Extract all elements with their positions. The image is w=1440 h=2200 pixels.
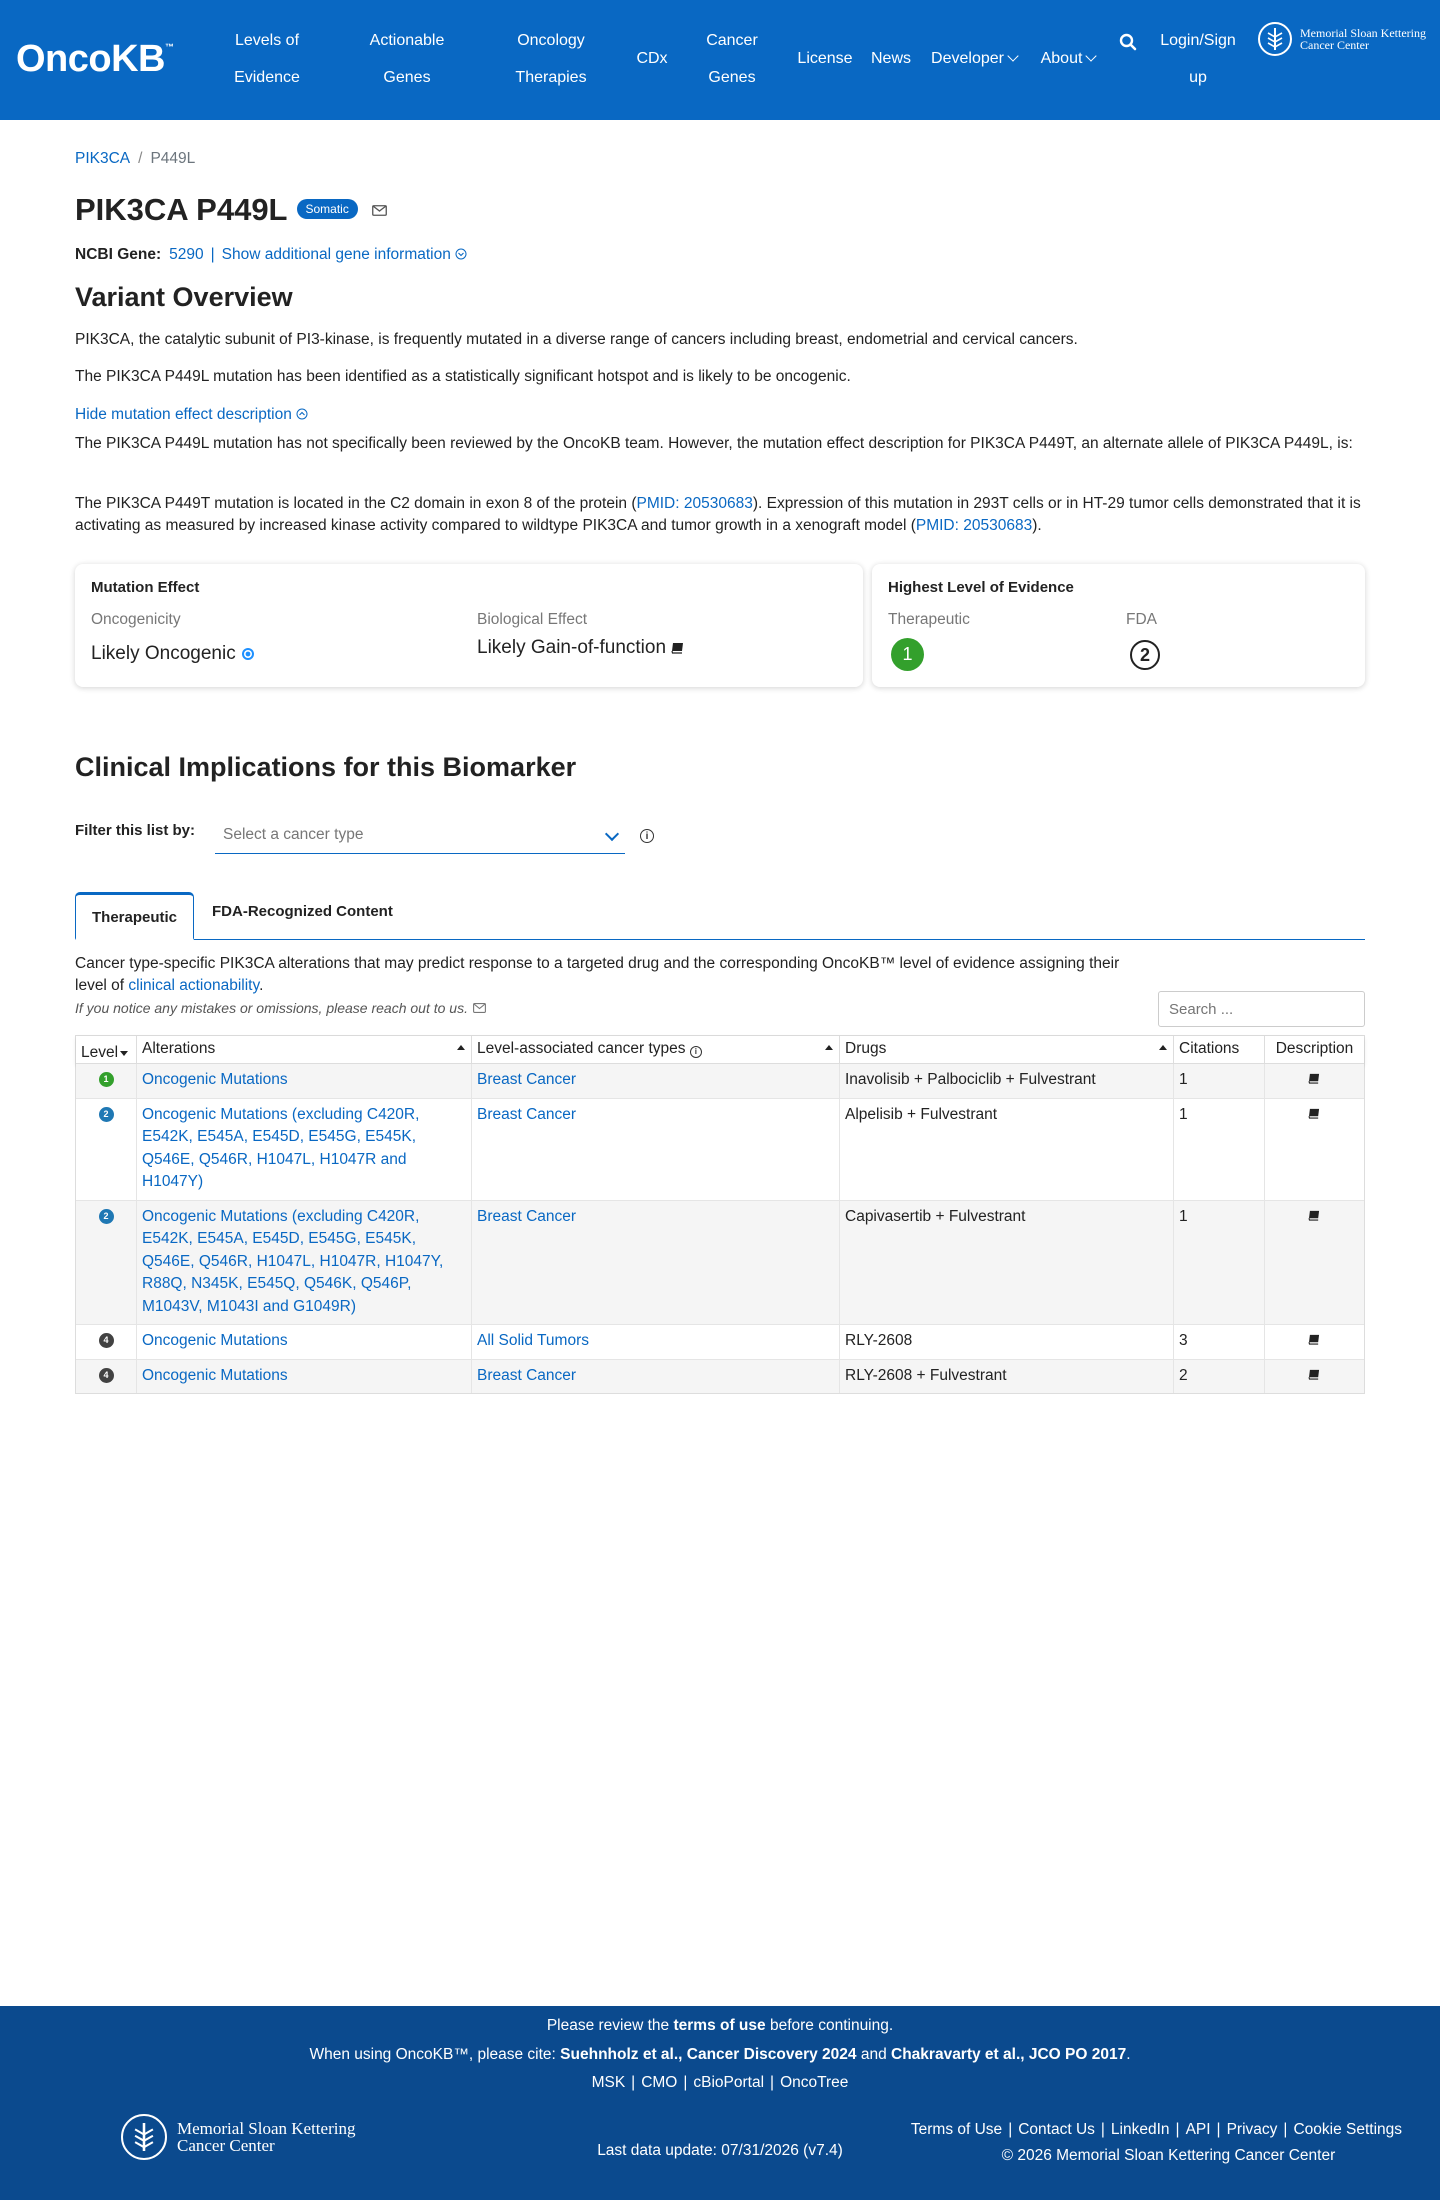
breadcrumb: PIK3CA / P449L xyxy=(75,150,196,167)
sort-icon xyxy=(825,1045,833,1050)
drugs-cell: Inavolisib + Palbociclib + Fulvestrant xyxy=(840,1064,1174,1098)
privacy-link[interactable]: Privacy xyxy=(1226,2121,1278,2138)
citations-cell[interactable]: 1 xyxy=(1174,1201,1265,1325)
level-icon: 4 xyxy=(99,1368,114,1383)
book-icon[interactable] xyxy=(1308,1108,1321,1119)
table-header xyxy=(76,1036,1364,1064)
chevron-down-icon xyxy=(1086,50,1097,61)
citations-cell[interactable]: 1 xyxy=(1174,1099,1265,1200)
clinical-implications-heading: Clinical Implications for this Biomarker xyxy=(75,752,577,782)
breadcrumb-current: P449L xyxy=(150,150,196,167)
oncotree-link[interactable]: OncoTree xyxy=(780,2074,849,2091)
alteration-link[interactable]: Oncogenic Mutations xyxy=(142,1332,288,1349)
cookie-settings-link[interactable]: Cookie Settings xyxy=(1293,2121,1402,2138)
feedback-notice[interactable]: If you notice any mistakes or omissions, please reach out to us. xyxy=(75,1000,486,1016)
nav-cancer-genes[interactable]: Cancer Genes xyxy=(706,32,758,86)
somatic-badge: Somatic xyxy=(297,199,358,219)
alteration-link[interactable]: Oncogenic Mutations (excluding C420R, E542K, E545A, E545D, E545G, E545K, Q546E, Q546R, H1047L, H1047R and H1047Y) xyxy=(142,1105,420,1190)
footer-links-primary: MSK | CMO | cBioPortal | OncoTree xyxy=(591,2074,849,2091)
nav-levels-of-evidence[interactable]: Levels of Evidence xyxy=(234,32,300,86)
citation-link-2[interactable]: Chakravarty et al., JCO PO 2017 xyxy=(891,2046,1127,2063)
pmid-link[interactable]: PMID: 20530683 xyxy=(636,495,753,512)
column-header-drugs[interactable]: Drugs xyxy=(840,1036,1174,1063)
alteration-link[interactable]: Oncogenic Mutations xyxy=(142,1071,288,1088)
highest-level-card: Highest Level of Evidence Therapeutic 1 FDA 2 xyxy=(872,564,1365,687)
tab-bar xyxy=(75,892,1365,940)
citations-cell[interactable]: 3 xyxy=(1174,1325,1265,1359)
pmid-link[interactable]: PMID: 20530683 xyxy=(915,517,1033,534)
book-icon[interactable] xyxy=(1308,1073,1321,1084)
info-icon[interactable]: i xyxy=(690,1046,702,1058)
ncbi-gene-link[interactable]: 5290 xyxy=(169,246,204,263)
table-row xyxy=(76,1360,1364,1394)
book-icon[interactable] xyxy=(1308,1334,1321,1345)
filter-label: Filter this list by: xyxy=(75,822,196,839)
search-icon[interactable] xyxy=(1119,33,1137,51)
sort-icon xyxy=(1159,1045,1167,1050)
oncogenicity-value: Likely Oncogenic xyxy=(91,643,255,665)
terms-notice: Please review the terms of use before continuing. xyxy=(546,2017,894,2034)
table-row xyxy=(76,1325,1364,1360)
mail-icon xyxy=(473,1003,486,1013)
show-gene-info-link[interactable]: Show additional gene information xyxy=(222,246,468,263)
book-icon[interactable] xyxy=(1308,1369,1321,1380)
level-icon: 2 xyxy=(99,1107,114,1122)
cancer-type-link[interactable]: Breast Cancer xyxy=(477,1105,577,1123)
footer xyxy=(0,2006,1440,2200)
nav-actionable-genes[interactable]: Actionable Genes xyxy=(369,32,445,86)
table-search-input[interactable] xyxy=(1158,991,1365,1027)
column-header-alterations[interactable]: Alterations xyxy=(137,1036,472,1063)
mutation-effect-card: Mutation Effect Oncogenicity Likely Oncogenic Biological Effect Likely Gain-of-function xyxy=(75,564,863,687)
sort-icon xyxy=(457,1045,465,1050)
drugs-cell: RLY-2608 xyxy=(840,1325,1174,1359)
nav-cdx[interactable]: CDx xyxy=(636,50,668,67)
drugs-cell: RLY-2608 + Fulvestrant xyxy=(840,1360,1174,1394)
oncogenic-target-icon xyxy=(241,647,255,661)
cancer-type-select[interactable]: Select a cancer type xyxy=(215,818,625,854)
nav-license[interactable]: License xyxy=(797,50,853,67)
tab-therapeutic[interactable]: Therapeutic xyxy=(75,892,194,940)
terms-of-use-link[interactable]: terms of use xyxy=(673,2017,766,2034)
clinical-actionability-link[interactable]: clinical actionability xyxy=(128,977,260,994)
column-header-description: Description xyxy=(1275,1040,1354,1057)
citation-link-1[interactable]: Suehnholz et al., Cancer Discovery 2024 xyxy=(560,2046,857,2063)
table-row xyxy=(76,1099,1364,1201)
fda-level-icon[interactable]: 2 xyxy=(1130,640,1160,670)
msk-link[interactable]: MSK xyxy=(591,2074,626,2091)
cancer-type-link[interactable]: Breast Cancer xyxy=(477,1071,577,1088)
citations-cell[interactable]: 1 xyxy=(1174,1064,1265,1098)
table-row xyxy=(76,1064,1364,1099)
book-icon xyxy=(671,642,685,654)
last-data-update: Last data update: 07/31/2026 (v7.4) xyxy=(597,2142,843,2159)
nav-developer-dropdown[interactable]: Developer xyxy=(924,40,1024,77)
chevron-up-circle-icon xyxy=(296,408,308,420)
mskcc-emblem-icon xyxy=(1258,22,1292,56)
linkedin-link[interactable]: LinkedIn xyxy=(1110,2121,1170,2138)
nav-about-dropdown[interactable]: About xyxy=(1033,40,1103,77)
variant-summary: The PIK3CA P449L mutation has been identified as a statistically significant hotspot and is likely to be oncogenic. xyxy=(75,368,851,385)
column-header-cancer-types[interactable]: Level-associated cancer types i xyxy=(472,1036,840,1063)
copyright: © 2026 Memorial Sloan Kettering Cancer Center xyxy=(1001,2147,1336,2164)
footer-mskcc-logo[interactable]: Memorial Sloan Kettering Cancer Center xyxy=(121,2114,355,2160)
column-header-level[interactable]: Level xyxy=(76,1036,137,1063)
cancer-type-link[interactable]: All Solid Tumors xyxy=(477,1332,589,1349)
cancer-type-link[interactable]: Breast Cancer xyxy=(477,1366,577,1384)
variant-overview-heading: Variant Overview xyxy=(75,282,293,312)
table-description: Cancer type-specific PIK3CA alterations that may predict response to a targeted drug and the corresponding OncoKB™ level of evidence assigning their level of clinical actionability. xyxy=(75,955,1120,994)
therapeutic-table xyxy=(75,1035,1365,1394)
footer-links-secondary: Terms of Use | Contact Us | LinkedIn | API | Privacy | Cookie Settings © 2026 Memorial Sloan Kettering Cancer Center xyxy=(910,2121,1402,2164)
page-title: PIK3CA P449L Somatic xyxy=(75,192,387,228)
gene-summary: PIK3CA, the catalytic subunit of PI3-kinase, is frequently mutated in a diverse range of cancers including breast, endometrial and cervical cancers. xyxy=(75,331,1078,348)
sort-descending-icon xyxy=(120,1051,128,1056)
alteration-link[interactable]: Oncogenic Mutations (excluding C420R, E542K, E545A, E545D, E545G, E545K, Q546E, Q546R, H1047L, H1047R, H1047Y, R88Q, N345K, E545Q, Q546K, Q546P, M1043V, M1043I and G1049R) xyxy=(142,1207,444,1315)
therapeutic-level-icon[interactable]: 1 xyxy=(891,638,924,671)
level-icon: 1 xyxy=(99,1072,114,1087)
breadcrumb-gene-link[interactable]: PIK3CA xyxy=(75,150,131,167)
citation-notice: When using OncoKB™, please cite: Suehnholz et al., Cancer Discovery 2024 and Chakravarty et al., JCO PO 2017. xyxy=(309,2046,1131,2063)
mskcc-logo[interactable]: Memorial Sloan Kettering Cancer Center xyxy=(1258,22,1426,56)
cancer-type-link[interactable]: Breast Cancer xyxy=(477,1207,577,1225)
book-icon[interactable] xyxy=(1308,1210,1321,1221)
mutation-effect-description: The PIK3CA P449T mutation is located in the C2 domain in exon 8 of the protein (PMID: 20530683). Expression of this mutation in 293T cells or in HT-29 tumor cells demonstrated that it is activating as measured by increased kinase activity compared to wildtype PIK3CA and tumor growth in a xenograft model (PMID: 20530683). xyxy=(75,495,1361,534)
contact-us-link[interactable]: Contact Us xyxy=(1018,2121,1095,2138)
chevron-down-circle-icon xyxy=(455,248,467,260)
biological-effect-value: Likely Gain-of-function xyxy=(477,637,685,659)
api-link[interactable]: API xyxy=(1185,2121,1211,2138)
cbioportal-link[interactable]: cBioPortal xyxy=(693,2074,765,2091)
cmo-link[interactable]: CMO xyxy=(641,2074,678,2091)
nav-news[interactable]: News xyxy=(870,50,911,67)
level-icon: 2 xyxy=(99,1209,114,1224)
alteration-link[interactable]: Oncogenic Mutations xyxy=(142,1366,288,1384)
info-icon[interactable]: i xyxy=(640,829,654,843)
table-row xyxy=(76,1201,1364,1326)
level-icon: 4 xyxy=(99,1333,114,1348)
tab-fda-recognized-content[interactable]: FDA-Recognized Content xyxy=(212,903,393,920)
chevron-down-icon xyxy=(1007,50,1018,61)
drugs-cell: Alpelisib + Fulvestrant xyxy=(840,1099,1174,1200)
mail-icon[interactable] xyxy=(372,205,387,216)
nav-login-signup[interactable]: Login/Sign up xyxy=(1160,32,1236,86)
nav-oncology-therapies[interactable]: Oncology Therapies xyxy=(515,32,587,86)
drugs-cell: Capivasertib + Fulvestrant xyxy=(840,1201,1174,1325)
oncokb-logo[interactable]: OncoKB™ xyxy=(16,38,174,80)
hide-mutation-effect-link[interactable]: Hide mutation effect description xyxy=(75,404,1365,426)
citations-cell[interactable]: 2 xyxy=(1174,1360,1265,1394)
ncbi-gene-info: NCBI Gene: 5290 | Show additional gene information xyxy=(75,246,467,264)
alternate-allele-note: The PIK3CA P449L mutation has not specifically been reviewed by the OncoKB team. However, the mutation effect description for PIK3CA P449T, an alternate allele of PIK3CA P449L, is: xyxy=(75,435,1353,452)
column-header-citations[interactable]: Citations xyxy=(1174,1036,1265,1063)
chevron-down-icon xyxy=(605,827,619,841)
terms-link[interactable]: Terms of Use xyxy=(910,2121,1003,2138)
navbar xyxy=(0,0,1440,120)
